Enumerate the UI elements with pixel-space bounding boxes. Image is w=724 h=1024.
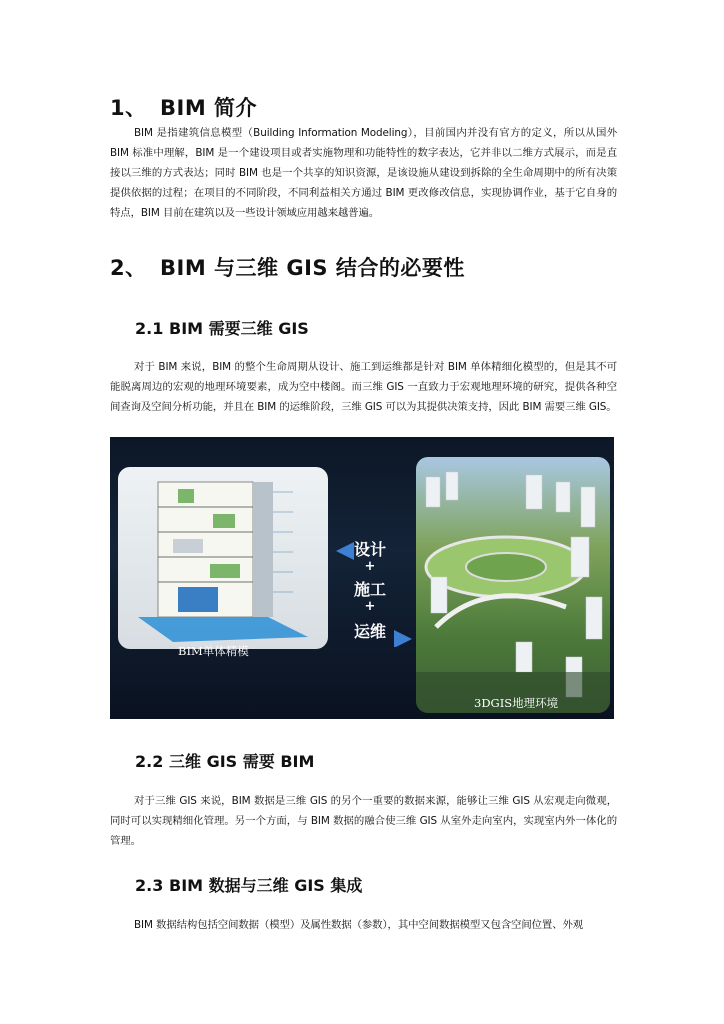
gis-city-model-image [416, 457, 610, 713]
design-label: 设计 [353, 540, 386, 559]
bim-gis-figure [110, 437, 614, 719]
section-2-2-body: 对于三维 GIS 来说，BIM 数据是三维 GIS 的另个一重要的数据来源，能够让三维 GIS 从宏观走向微观，同时可以实现精细化管理。另一个方面，与 BIM 数据的融合使三维 GIS 从室外走向室内，实现室内外一体化的管理。 [110, 795, 617, 847]
section-2-2-number: 2.2 [135, 752, 164, 771]
gis-environment-caption: 3DGIS地理环境 [474, 696, 559, 710]
section-2-heading [110, 252, 465, 282]
section-2-3-title: BIM 数据与三维 GIS 集成 [169, 876, 363, 895]
section-2-1-number: 2.1 [135, 319, 164, 338]
section-2-1-body: 对于 BIM 来说，BIM 的整个生命周期从设计、施工到运维都是针对 BIM 单体精细化模型的，但是其不可能脱离周边的宏观的地理环境要素，成为空中楼阁。而三维 GIS 一直致力于宏观地理环境的研究，提供各种空间查询及空间分析功能，并且在 BIM 的运维阶段，三维 GIS 可以为其提供决策支持，因此 BIM 需要三维 GIS。 [110, 361, 617, 413]
bim-building-model-image [118, 467, 328, 649]
section-1-title: BIM 简介 [160, 96, 258, 120]
section-2-3-number: 2.3 [135, 876, 164, 895]
section-2-1-title: BIM 需要三维 GIS [169, 319, 309, 338]
construction-label: 施工 [353, 580, 386, 599]
section-2-2-title: 三维 GIS 需要 BIM [169, 752, 315, 771]
section-2-3-body: BIM 数据结构包括空间数据（模型）及属性数据（参数），其中空间数据模型又包含空间位置、外观 [134, 919, 584, 931]
section-1-heading [110, 92, 257, 122]
section-2-number: 2、 [110, 256, 147, 280]
section-1-body: BIM 是指建筑信息模型（Building Information Modeling），目前国内并没有官方的定义，所以从国外 BIM 标准中理解，BIM 是一个建设项目或者实施物理和功能特性的数字表达，它并非以二维方式展示，而是直接以三维的方式表达；同时 BIM 也是一个共享的知识资源，是该设施从建设到拆除的全生命周期中的所有决策提供依据的过程；在项目的不同阶段，不同利益相关方通过 BIM 更改修改信息，实现协调作业，基于它自身的特点，BIM 目前在建筑以及一些设计领域应用越来越普遍。 [110, 127, 617, 219]
plus-sign-2: + [364, 599, 376, 614]
section-2-1-heading [135, 316, 309, 339]
section-1-number: 1、 [110, 96, 147, 120]
section-2-2-heading [135, 749, 314, 772]
plus-sign-1: + [364, 559, 376, 574]
bim-model-caption: BIM单体精模 [178, 644, 249, 658]
section-2-3-heading [135, 873, 362, 896]
operation-label: 运维 [353, 622, 386, 641]
section-2-title: BIM 与三维 GIS 结合的必要性 [160, 256, 465, 280]
